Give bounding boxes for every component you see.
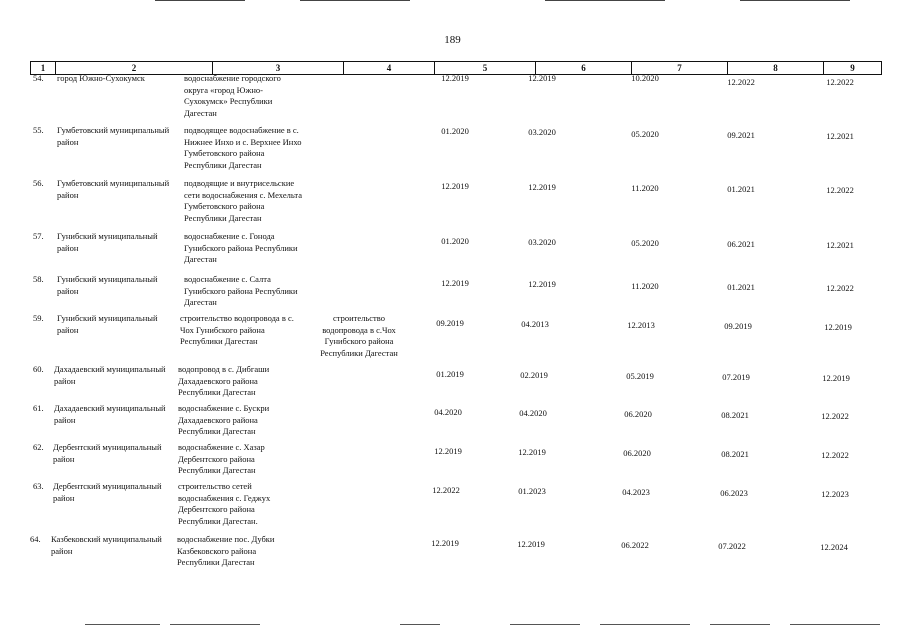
date-col-8: 07.2022 xyxy=(718,541,746,551)
scan-artifact-bottom xyxy=(0,624,905,626)
object-cell: водоснабжение пос. Дубки Казбековского района Республики Дагестан xyxy=(177,534,275,567)
row-number: 54. xyxy=(33,73,44,83)
date-col-9: 12.2021 xyxy=(826,240,854,250)
date-col-5: 12.2019 xyxy=(431,538,459,548)
date-col-6: 12.2019 xyxy=(528,182,556,192)
date-col-8: 06.2023 xyxy=(720,488,748,498)
date-col-6: 03.2020 xyxy=(528,237,556,247)
district-cell: Казбековский муниципальный район xyxy=(51,534,162,556)
date-col-9: 12.2024 xyxy=(820,542,848,552)
object-cell: водоснабжение городского округа «город Южно-Сухокумск» Республики Дагестан xyxy=(184,73,281,118)
row-number: 64. xyxy=(30,534,41,544)
date-col-5: 04.2020 xyxy=(434,407,462,417)
header-col-2: 2 xyxy=(56,62,213,74)
date-col-8: 09.2019 xyxy=(724,321,752,331)
date-col-5: 12.2019 xyxy=(434,446,462,456)
date-col-7: 05.2020 xyxy=(631,129,659,139)
date-col-6: 12.2019 xyxy=(528,73,556,83)
scan-artifact-top xyxy=(0,0,905,2)
header-col-4: 4 xyxy=(344,62,435,74)
date-col-8: 06.2021 xyxy=(727,239,755,249)
header-col-6: 6 xyxy=(536,62,632,74)
date-col-8: 01.2021 xyxy=(727,282,755,292)
date-col-5: 09.2019 xyxy=(436,318,464,328)
note-cell: строительство водопровода в с.Чох Гунибского района Республики Дагестан xyxy=(320,313,398,358)
date-col-8: 12.2022 xyxy=(727,77,755,87)
date-col-5: 01.2020 xyxy=(441,236,469,246)
date-col-9: 12.2022 xyxy=(826,77,854,87)
date-col-9: 12.2021 xyxy=(826,131,854,141)
date-col-7: 12.2013 xyxy=(627,320,655,330)
district-cell: город Южно-Сухокумск xyxy=(57,73,145,83)
row-number: 56. xyxy=(33,178,44,188)
date-col-8: 08.2021 xyxy=(721,449,749,459)
row-number: 55. xyxy=(33,125,44,135)
header-col-7: 7 xyxy=(632,62,728,74)
district-cell: Гунибский муниципальный район xyxy=(57,231,158,253)
date-col-8: 01.2021 xyxy=(727,184,755,194)
date-col-6: 04.2020 xyxy=(519,408,547,418)
object-cell: водоснабжение с. Хазар Дербентского района Республики Дагестан xyxy=(178,442,265,475)
date-col-8: 09.2021 xyxy=(727,130,755,140)
district-cell: Гунибский муниципальный район xyxy=(57,313,158,335)
header-col-9: 9 xyxy=(850,63,855,73)
date-col-6: 04.2013 xyxy=(521,319,549,329)
date-col-7: 10.2020 xyxy=(631,73,659,83)
header-col-5: 5 xyxy=(435,62,536,74)
object-cell: водопровод в с. Дибгаши Дахадаевского района Республики Дагестан xyxy=(178,364,270,397)
date-col-6: 01.2023 xyxy=(518,486,546,496)
date-col-7: 06.2020 xyxy=(624,409,652,419)
object-cell: водоснабжение с. Гонода Гунибского района Республики Дагестан xyxy=(184,231,298,264)
row-number: 58. xyxy=(33,274,44,284)
date-col-8: 07.2019 xyxy=(722,372,750,382)
header-col-8: 8 xyxy=(728,62,824,74)
object-cell: подводящее водоснабжение в с. Нижнее Инхо и с. Верхнее Инхо Гумбетовского района Республики Дагестан xyxy=(184,125,302,170)
district-cell: Дахадаевский муниципальный район xyxy=(54,364,166,386)
date-col-5: 12.2022 xyxy=(432,485,460,495)
date-col-5: 12.2019 xyxy=(441,73,469,83)
date-col-5: 12.2019 xyxy=(441,181,469,191)
date-col-7: 04.2023 xyxy=(622,487,650,497)
object-cell: водоснабжение с. Салта Гунибского района Республики Дагестан xyxy=(184,274,298,307)
date-col-6: 02.2019 xyxy=(520,370,548,380)
district-cell: Дербентский муниципальный район xyxy=(53,442,162,464)
row-number: 63. xyxy=(33,481,44,491)
date-col-9: 12.2022 xyxy=(826,185,854,195)
district-cell: Гумбетовский муниципальный район xyxy=(57,178,170,200)
date-col-6: 12.2019 xyxy=(528,279,556,289)
date-col-9: 12.2019 xyxy=(822,373,850,383)
row-number: 61. xyxy=(33,403,44,413)
object-cell: водоснабжение с. Бускри Дахадаевского района Республики Дагестан xyxy=(178,403,270,436)
date-col-6: 03.2020 xyxy=(528,127,556,137)
district-cell: Гунибский муниципальный район xyxy=(57,274,158,296)
district-cell: Дербентский муниципальный район xyxy=(53,481,162,503)
date-col-9: 12.2019 xyxy=(824,322,852,332)
object-cell: строительство сетей водоснабжения с. Геджух Дербентского района Республики Дагестан. xyxy=(178,481,271,526)
district-cell: Дахадаевский муниципальный район xyxy=(54,403,166,425)
date-col-7: 05.2019 xyxy=(626,371,654,381)
date-col-7: 11.2020 xyxy=(631,281,659,291)
date-col-8: 08.2021 xyxy=(721,410,749,420)
date-col-7: 06.2020 xyxy=(623,448,651,458)
row-number: 60. xyxy=(33,364,44,374)
row-number: 59. xyxy=(33,313,44,323)
row-number: 57. xyxy=(33,231,44,241)
date-col-9: 12.2022 xyxy=(826,283,854,293)
date-col-7: 06.2022 xyxy=(621,540,649,550)
date-col-9: 12.2022 xyxy=(821,411,849,421)
date-col-5: 01.2019 xyxy=(436,369,464,379)
date-col-6: 12.2019 xyxy=(518,447,546,457)
object-cell: подводящие и внутрисельские сети водоснабжения с. Мехельта Гумбетовского района Республики Дагестан xyxy=(184,178,302,223)
date-col-5: 01.2020 xyxy=(441,126,469,136)
district-cell: Гумбетовский муниципальный район xyxy=(57,125,170,147)
object-cell: строительство водопровода в с. Чох Гунибского района Республики Дагестан xyxy=(180,313,294,346)
date-col-6: 12.2019 xyxy=(517,539,545,549)
date-col-5: 12.2019 xyxy=(441,278,469,288)
date-col-7: 05.2020 xyxy=(631,238,659,248)
row-number: 62. xyxy=(33,442,44,452)
header-col-3: 3 xyxy=(213,62,344,74)
date-col-9: 12.2023 xyxy=(821,489,849,499)
date-col-9: 12.2022 xyxy=(821,450,849,460)
header-col-1: 1 xyxy=(31,62,56,74)
page-number: 189 xyxy=(444,34,461,46)
date-col-7: 11.2020 xyxy=(631,183,659,193)
